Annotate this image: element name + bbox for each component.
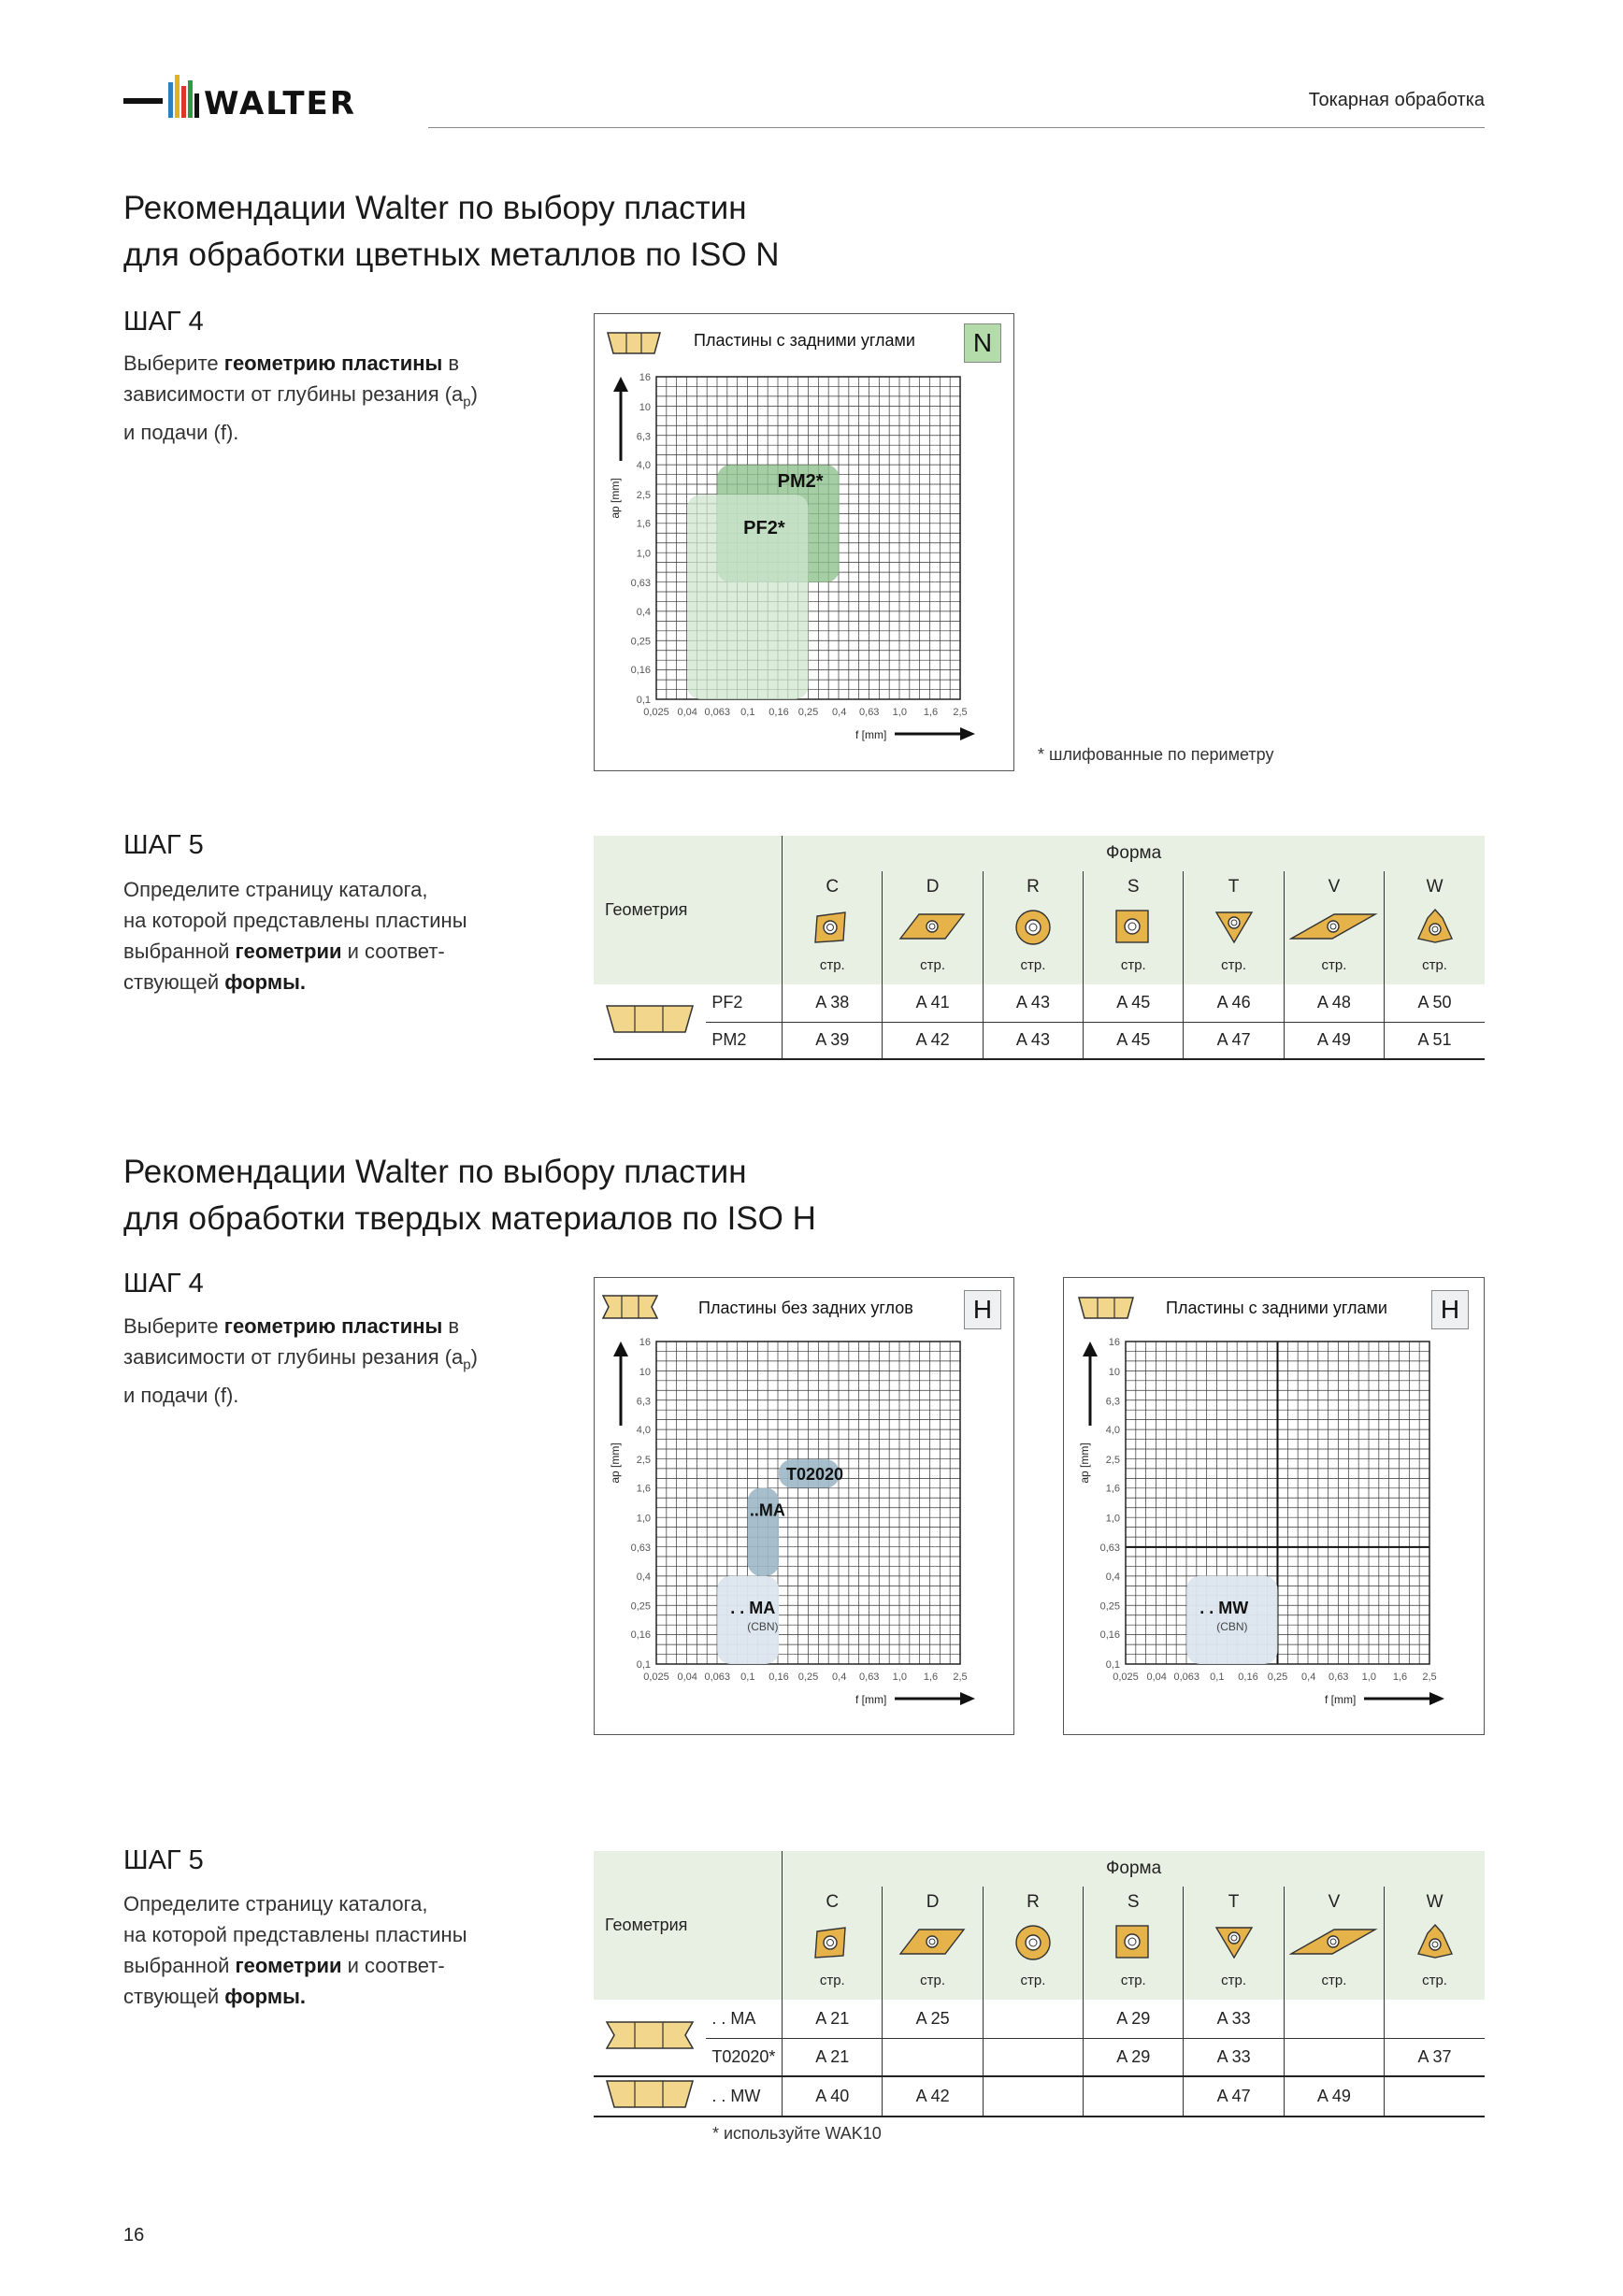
region-label: . . MW	[1199, 1598, 1249, 1617]
catalog-page-cell	[1084, 2076, 1184, 2117]
page-label: стр.	[1321, 957, 1347, 973]
section1-step4-label: ШАГ 4	[123, 307, 204, 337]
geometry-name: PM2	[706, 1022, 782, 1059]
catalog-page-cell: A 29	[1084, 2038, 1184, 2076]
y-tick-label: 10	[639, 401, 651, 413]
catalog-page-cell	[1284, 2000, 1384, 2038]
x-tick-label: 0,16	[768, 1672, 789, 1683]
catalog-page-cell: A 50	[1385, 984, 1485, 1022]
catalog-page-cell: A 48	[1284, 984, 1384, 1022]
table-row	[594, 984, 1485, 1022]
catalog-page-cell: A 43	[983, 984, 1083, 1022]
x-tick-label: 0,1	[740, 707, 755, 718]
shape-letter: R	[983, 871, 1083, 903]
insert-shape-v-icon	[1289, 907, 1379, 948]
y-tick-label: 4,0	[1105, 1425, 1120, 1437]
y-tick-label: 0,4	[1105, 1571, 1120, 1583]
shape-letter: T	[1184, 1887, 1284, 1918]
y-tick-label: 10	[1108, 1366, 1120, 1378]
y-tick-label: 6,3	[636, 1396, 651, 1408]
catalog-page-cell: A 33	[1184, 2038, 1284, 2076]
header-rule	[428, 127, 1485, 128]
catalog-page-cell: A 29	[1084, 2000, 1184, 2038]
x-tick-label: 0,1	[1210, 1672, 1225, 1683]
y-tick-label: 0,1	[636, 1659, 651, 1671]
region-label: . . MA	[730, 1598, 776, 1617]
catalog-page-cell	[983, 2000, 1083, 2038]
geometry-name: T02020*	[706, 2038, 782, 2076]
page-label: стр.	[1321, 1973, 1347, 1988]
form-header: Форма	[1105, 843, 1162, 863]
shape-letter: D	[883, 1887, 983, 1918]
y-axis-arrow	[613, 1342, 628, 1356]
y-tick-label: 0,63	[630, 577, 651, 589]
geometry-icon-cell	[594, 2000, 706, 2076]
section1-title: Рекомендации Walter по выбору пластин для обработки цветных металлов по ISO N	[123, 190, 780, 273]
catalog-table	[594, 1851, 1485, 2117]
catalog-page-cell: A 42	[883, 2076, 983, 2117]
x-tick-label: 0,04	[1146, 1672, 1167, 1683]
insert-shape-r-icon	[1013, 907, 1054, 948]
y-axis-label: ap [mm]	[1078, 1442, 1091, 1484]
geometry-icon-cell	[594, 2076, 706, 2117]
iso-n-badge: N	[964, 323, 1001, 363]
y-tick-label: 0,25	[630, 636, 651, 648]
catalog-page-cell	[1284, 2038, 1384, 2076]
x-tick-label: 0,63	[1329, 1672, 1349, 1683]
catalog-page-cell: A 43	[983, 1022, 1083, 1059]
catalog-page-cell: A 21	[783, 2000, 883, 2038]
page-label: стр.	[1120, 957, 1146, 973]
region-label: ..MA	[749, 1500, 785, 1520]
x-tick-label: 2,5	[953, 707, 968, 718]
shape-letter: S	[1084, 871, 1184, 903]
catalog-page-cell: A 33	[1184, 2000, 1284, 2038]
y-tick-label: 4,0	[636, 460, 651, 472]
x-tick-label: 0,04	[677, 707, 697, 718]
x-tick-label: 0,1	[740, 1672, 755, 1683]
page-label: стр.	[1221, 1973, 1247, 1988]
geometry-header: Геометрия	[594, 1851, 783, 2000]
x-axis-label: f [mm]	[1325, 1693, 1357, 1706]
page-label: стр.	[1020, 957, 1046, 973]
catalog-page-cell	[983, 2038, 1083, 2076]
x-tick-label: 0,63	[859, 707, 880, 718]
y-tick-label: 1,6	[1105, 1483, 1120, 1495]
x-tick-label: 0,4	[832, 1672, 847, 1683]
insert-shape-s-icon	[1113, 1922, 1154, 1963]
shape-letter: R	[983, 1887, 1083, 1918]
y-tick-label: 2,5	[636, 1455, 651, 1467]
catalog-table	[594, 836, 1485, 1060]
page-label: стр.	[1221, 957, 1247, 973]
catalog-page-cell: A 41	[883, 984, 983, 1022]
y-tick-label: 10	[639, 1366, 651, 1378]
y-tick-label: 1,0	[636, 548, 651, 560]
y-tick-label: 6,3	[636, 431, 651, 443]
chart-n-grid	[598, 369, 991, 762]
x-tick-label: 1,0	[1361, 1672, 1376, 1683]
chart-h-right-grid	[1068, 1334, 1460, 1727]
insert-shape-c-icon	[812, 907, 853, 948]
chart-n-title: Пластины с задними углами	[694, 331, 915, 350]
insert-shape-w-icon	[1415, 907, 1456, 948]
x-axis-label: f [mm]	[855, 1693, 887, 1706]
walter-logo	[123, 56, 404, 131]
iso-h-badge: H	[964, 1290, 1001, 1329]
y-tick-label: 1,6	[636, 518, 651, 530]
insert-shape-c-icon	[812, 1922, 853, 1963]
y-tick-label: 0,16	[630, 1629, 651, 1642]
catalog-page-cell: A 37	[1385, 2038, 1485, 2076]
geometry-header: Геометрия	[594, 836, 783, 984]
shape-letter: T	[1184, 871, 1284, 903]
shape-letter: V	[1284, 871, 1384, 903]
insert-shape-s-icon	[1113, 907, 1154, 948]
chart-h-left-grid	[598, 1334, 991, 1727]
x-tick-label: 1,6	[923, 1672, 939, 1683]
insert-shape-v-icon	[1289, 1922, 1379, 1963]
insert-shape-t-icon	[1214, 1922, 1255, 1963]
x-tick-label: 1,6	[1392, 1672, 1408, 1683]
y-tick-label: 0,25	[630, 1600, 651, 1613]
catalog-page-cell: A 39	[783, 1022, 883, 1059]
y-tick-label: 1,0	[1105, 1513, 1120, 1525]
page-label: стр.	[1422, 957, 1447, 973]
catalog-page-cell	[983, 2076, 1083, 2117]
page-label: стр.	[1120, 1973, 1146, 1988]
section1-catalog-table	[594, 836, 1485, 1062]
table-row	[594, 2076, 1485, 2117]
x-tick-label: 0,04	[677, 1672, 697, 1683]
section2-step5-desc: Определите страницу каталога, на которой представлены пластины выбранной геометрии и соответ- ствующей формы.	[123, 1892, 467, 2008]
x-tick-label: 0,16	[768, 707, 789, 718]
chart-n-footnote: * шлифованные по периметру	[1038, 745, 1274, 764]
table-row	[594, 1022, 1485, 1059]
catalog-page-cell: A 45	[1084, 984, 1184, 1022]
catalog-page-cell: A 38	[783, 984, 883, 1022]
shape-letter: C	[783, 1887, 883, 1918]
x-tick-label: 1,0	[892, 707, 907, 718]
region-label: PF2*	[743, 518, 785, 539]
y-tick-label: 0,63	[1099, 1542, 1120, 1554]
shape-letter: D	[883, 871, 983, 903]
catalog-page-cell: A 51	[1385, 1022, 1485, 1059]
y-axis-arrow	[613, 377, 628, 392]
x-tick-label: 0,25	[1267, 1672, 1288, 1683]
x-tick-label: 2,5	[1422, 1672, 1437, 1683]
insert-shape-r-icon	[1013, 1922, 1054, 1963]
y-tick-label: 16	[1108, 1337, 1120, 1348]
insert-profile-icon	[1077, 1290, 1135, 1324]
y-tick-label: 16	[639, 1337, 651, 1348]
y-tick-label: 0,16	[630, 665, 651, 677]
insert-shape-d-icon	[898, 907, 968, 948]
y-axis-label: ap [mm]	[609, 478, 622, 519]
x-tick-label: 0,4	[1301, 1672, 1316, 1683]
shape-letter: W	[1426, 877, 1443, 897]
shape-letter: S	[1084, 1887, 1184, 1918]
geometry-name: PF2	[706, 984, 782, 1022]
catalog-page-cell: A 42	[883, 1022, 983, 1059]
section1-step5-desc: Определите страницу каталога, на которой представлены пластины выбранной геометрии и соответ- ствующей формы.	[123, 878, 467, 994]
y-tick-label: 2,5	[636, 490, 651, 502]
catalog-page-cell: A 46	[1184, 984, 1284, 1022]
y-tick-label: 0,16	[1099, 1629, 1120, 1642]
section2-title: Рекомендации Walter по выбору пластин для обработки твердых материалов по ISO H	[123, 1154, 816, 1237]
region-label: T02020	[786, 1465, 844, 1485]
page-label: стр.	[920, 957, 946, 973]
y-tick-label: 0,4	[636, 606, 651, 618]
x-tick-label: 0,025	[1113, 1672, 1139, 1683]
insert-shape-t-icon	[1214, 907, 1255, 948]
brand-text: WALTER	[204, 85, 356, 122]
page-label: стр.	[819, 1973, 845, 1988]
shape-letter: W	[1426, 1892, 1443, 1912]
insert-shape-d-icon	[898, 1922, 968, 1963]
x-tick-label: 0,25	[797, 1672, 819, 1683]
y-tick-label: 6,3	[1105, 1396, 1120, 1408]
section2-step5-label: ШАГ 5	[123, 1845, 204, 1875]
x-tick-label: 2,5	[953, 1672, 968, 1683]
catalog-page-cell: A 49	[1284, 2076, 1384, 2117]
y-tick-label: 2,5	[1105, 1455, 1120, 1467]
form-header: Форма	[1105, 1858, 1162, 1878]
catalog-page-cell: A 45	[1084, 1022, 1184, 1059]
section1-step4-desc: Выберите геометрию пластины в зависимости от глубины резания $(a_p)$ и подачи (f).	[123, 352, 478, 445]
y-tick-label: 0,1	[636, 695, 651, 706]
section-label: Токарная обработка	[1308, 90, 1485, 110]
region-sub-label: (CBN)	[747, 1619, 779, 1633]
x-tick-label: 0,063	[704, 1672, 730, 1683]
iso-h-badge: H	[1431, 1290, 1469, 1329]
y-tick-label: 16	[639, 372, 651, 383]
page-label: стр.	[819, 957, 845, 973]
insert-profile-icon	[606, 325, 662, 359]
insert-profile-icon	[601, 1290, 659, 1324]
section2-step4-desc: Выберите геометрию пластины в зависимости от глубины резания $(a_p)$ и подачи (f).	[123, 1314, 478, 1408]
x-tick-label: 0,025	[643, 1672, 669, 1683]
geometry-name: . . MW	[706, 2076, 782, 2117]
shape-letter: V	[1284, 1887, 1384, 1918]
x-axis-label: f [mm]	[855, 728, 887, 741]
page-label: стр.	[1422, 1973, 1447, 1988]
x-axis-arrow	[960, 1692, 975, 1705]
section2-step4-label: ШАГ 4	[123, 1269, 204, 1299]
table-footnote: * используйте WAK10	[712, 2124, 882, 2143]
x-tick-label: 0,4	[832, 707, 847, 718]
catalog-page-cell: A 40	[783, 2076, 883, 2117]
catalog-page-cell: A 47	[1184, 2076, 1284, 2117]
insert-shape-w-icon	[1415, 1922, 1456, 1963]
page-number: 16	[123, 2225, 145, 2246]
shape-letter: C	[783, 871, 883, 903]
section2-catalog-table	[594, 1851, 1485, 2122]
region-sub-label: (CBN)	[1216, 1619, 1248, 1633]
y-tick-label: 4,0	[636, 1425, 651, 1437]
x-tick-label: 0,63	[859, 1672, 880, 1683]
catalog-page-cell	[883, 2038, 983, 2076]
catalog-page-cell: A 25	[883, 2000, 983, 2038]
x-tick-label: 1,0	[892, 1672, 907, 1683]
geometry-name: . . MA	[706, 2000, 782, 2038]
y-tick-label: 1,6	[636, 1483, 651, 1495]
x-axis-arrow	[960, 727, 975, 740]
geometry-profile-icon	[605, 2016, 695, 2054]
x-tick-label: 0,063	[704, 707, 730, 718]
page-label: стр.	[1020, 1973, 1046, 1988]
table-row	[594, 2038, 1485, 2076]
page-label: стр.	[920, 1973, 946, 1988]
y-tick-label: 0,63	[630, 1542, 651, 1554]
chart-h-left-title: Пластины без задних углов	[698, 1299, 913, 1317]
y-axis-arrow	[1083, 1342, 1098, 1356]
y-axis-label: ap [mm]	[609, 1442, 622, 1484]
catalog-page-cell: A 47	[1184, 1022, 1284, 1059]
table-row	[594, 2000, 1485, 2038]
y-tick-label: 0,1	[1105, 1659, 1120, 1671]
catalog-page-cell	[1385, 2076, 1485, 2117]
catalog-page-cell	[1385, 2000, 1485, 2038]
x-tick-label: 1,6	[923, 707, 939, 718]
x-tick-label: 0,25	[797, 707, 819, 718]
geometry-profile-icon	[605, 1000, 695, 1038]
section1-step5-label: ШАГ 5	[123, 830, 204, 860]
x-tick-label: 0,025	[643, 707, 669, 718]
x-tick-label: 0,16	[1238, 1672, 1258, 1683]
geometry-icon-cell	[594, 984, 706, 1059]
y-tick-label: 1,0	[636, 1513, 651, 1525]
x-tick-label: 0,063	[1173, 1672, 1199, 1683]
y-tick-label: 0,4	[636, 1571, 651, 1583]
geometry-profile-icon	[605, 2077, 695, 2111]
y-tick-label: 0,25	[1099, 1600, 1120, 1613]
catalog-page-cell: A 49	[1284, 1022, 1384, 1059]
chart-h-right-title: Пластины с задними углами	[1166, 1299, 1387, 1317]
catalog-page-cell: A 21	[783, 2038, 883, 2076]
region-label: PM2*	[777, 471, 824, 493]
x-axis-arrow	[1429, 1692, 1444, 1705]
